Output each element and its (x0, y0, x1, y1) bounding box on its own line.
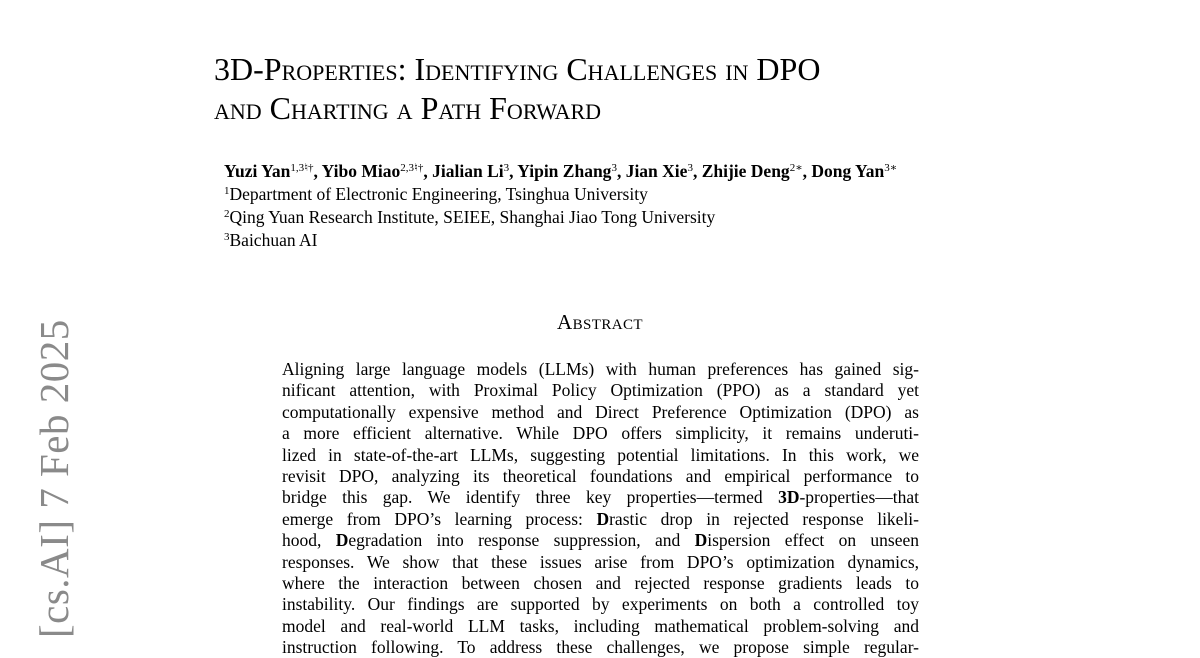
author-name: Jian Xie (625, 161, 688, 181)
affiliation-1 (224, 184, 1024, 205)
abstract-line: instability. Our findings are supported by experiments on both a controlled toy (282, 594, 919, 615)
abstract-bold-term: 3D (778, 487, 800, 508)
author-separator: , (802, 161, 812, 181)
author-separator: , (313, 161, 322, 181)
author-name: Yuzi Yan (224, 161, 291, 181)
abstract-bold-term: D (335, 530, 349, 551)
author-list (224, 161, 1024, 182)
author-affil-mark: 3 (687, 162, 693, 174)
author-affil-mark: 2,3♮† (400, 162, 424, 174)
arxiv-side-stamp: [cs.AI] 7 Feb 2025 (31, 319, 77, 638)
abstract-line: Aligning large language models (LLMs) with human preferences has gained sig- (282, 359, 919, 379)
abstract-body (282, 359, 919, 658)
author-name: Zhijie Deng (701, 161, 790, 181)
affiliation-text: Baichuan AI (229, 230, 318, 250)
abstract-line: a more efficient alternative. While DPO offers simplicity, it remains underuti- (282, 423, 919, 444)
author-separator: , (423, 161, 433, 181)
abstract-line: model and real-world LLM tasks, including mathematical problem-solving and (282, 615, 919, 636)
abstract-line: where the interaction between chosen and rejected response gradients leads to (282, 572, 919, 593)
abstract-line: lized in state-of-the-art LLMs, suggesting potential limitations. In this work, we (282, 444, 919, 465)
affiliation-text: Department of Electronic Engineering, Tsinghua University (229, 184, 648, 204)
abstract-line (282, 509, 919, 530)
abstract-text: rastic drop in rejected response likeli- (609, 508, 919, 529)
abstract-line: responses. We show that these issues arise from DPO’s optimization dynamics, (282, 551, 919, 572)
abstract-line: nificant attention, with Proximal Policy Optimization (PPO) as a standard yet (282, 380, 919, 401)
abstract-text: -properties—that (799, 487, 919, 508)
title-line-1: 3D-Properties: Identifying Challenges in DPO (214, 51, 821, 87)
author-affil-mark: 2∗ (789, 162, 803, 174)
abstract-text: ispersion effect on unseen (707, 530, 919, 551)
author-separator: , (509, 161, 518, 181)
abstract-line (282, 487, 919, 508)
title-line-2: and Charting a Path Forward (214, 90, 602, 126)
author-name: Jialian Li (432, 161, 504, 181)
paper-title (214, 50, 1034, 128)
abstract-bold-term: D (596, 508, 610, 529)
author-name: Yipin Zhang (517, 161, 612, 181)
affiliation-3 (224, 230, 1024, 251)
author-affil-mark: 1,3♮† (290, 162, 314, 174)
author-affil-mark: 3∗ (884, 162, 898, 174)
abstract-text: bridge this gap. We identify three key properties—termed (282, 487, 779, 508)
abstract-line (282, 530, 919, 551)
author-separator: , (692, 161, 702, 181)
author-affil-mark: 3 (503, 162, 510, 174)
abstract-line: revisit DPO, analyzing its theoretical foundations and empirical performance to (282, 465, 919, 486)
affiliation-number: 1 (224, 185, 230, 197)
abstract-text: emerge from DPO’s learning process: (282, 508, 597, 529)
affiliation-2 (224, 207, 1024, 228)
author-affil-mark: 3 (611, 162, 617, 174)
abstract-line: computationally expensive method and Direct Preference Optimization (DPO) as (282, 401, 919, 422)
author-separator: , (616, 161, 626, 181)
author-name: Dong Yan (811, 161, 885, 181)
affiliation-number: 3 (224, 231, 230, 243)
abstract-bold-term: D (694, 530, 708, 551)
affiliation-number: 2 (224, 208, 230, 220)
abstract-heading: Abstract (557, 310, 643, 334)
author-name: Yibo Miao (321, 161, 401, 181)
abstract-line: instruction following. To address these challenges, we propose simple regular- (282, 637, 919, 658)
affiliation-text: Qing Yuan Research Institute, SEIEE, Shanghai Jiao Tong University (229, 207, 716, 227)
abstract-text: egradation into response suppression, and (348, 530, 695, 551)
abstract-text: hood, (282, 530, 336, 551)
